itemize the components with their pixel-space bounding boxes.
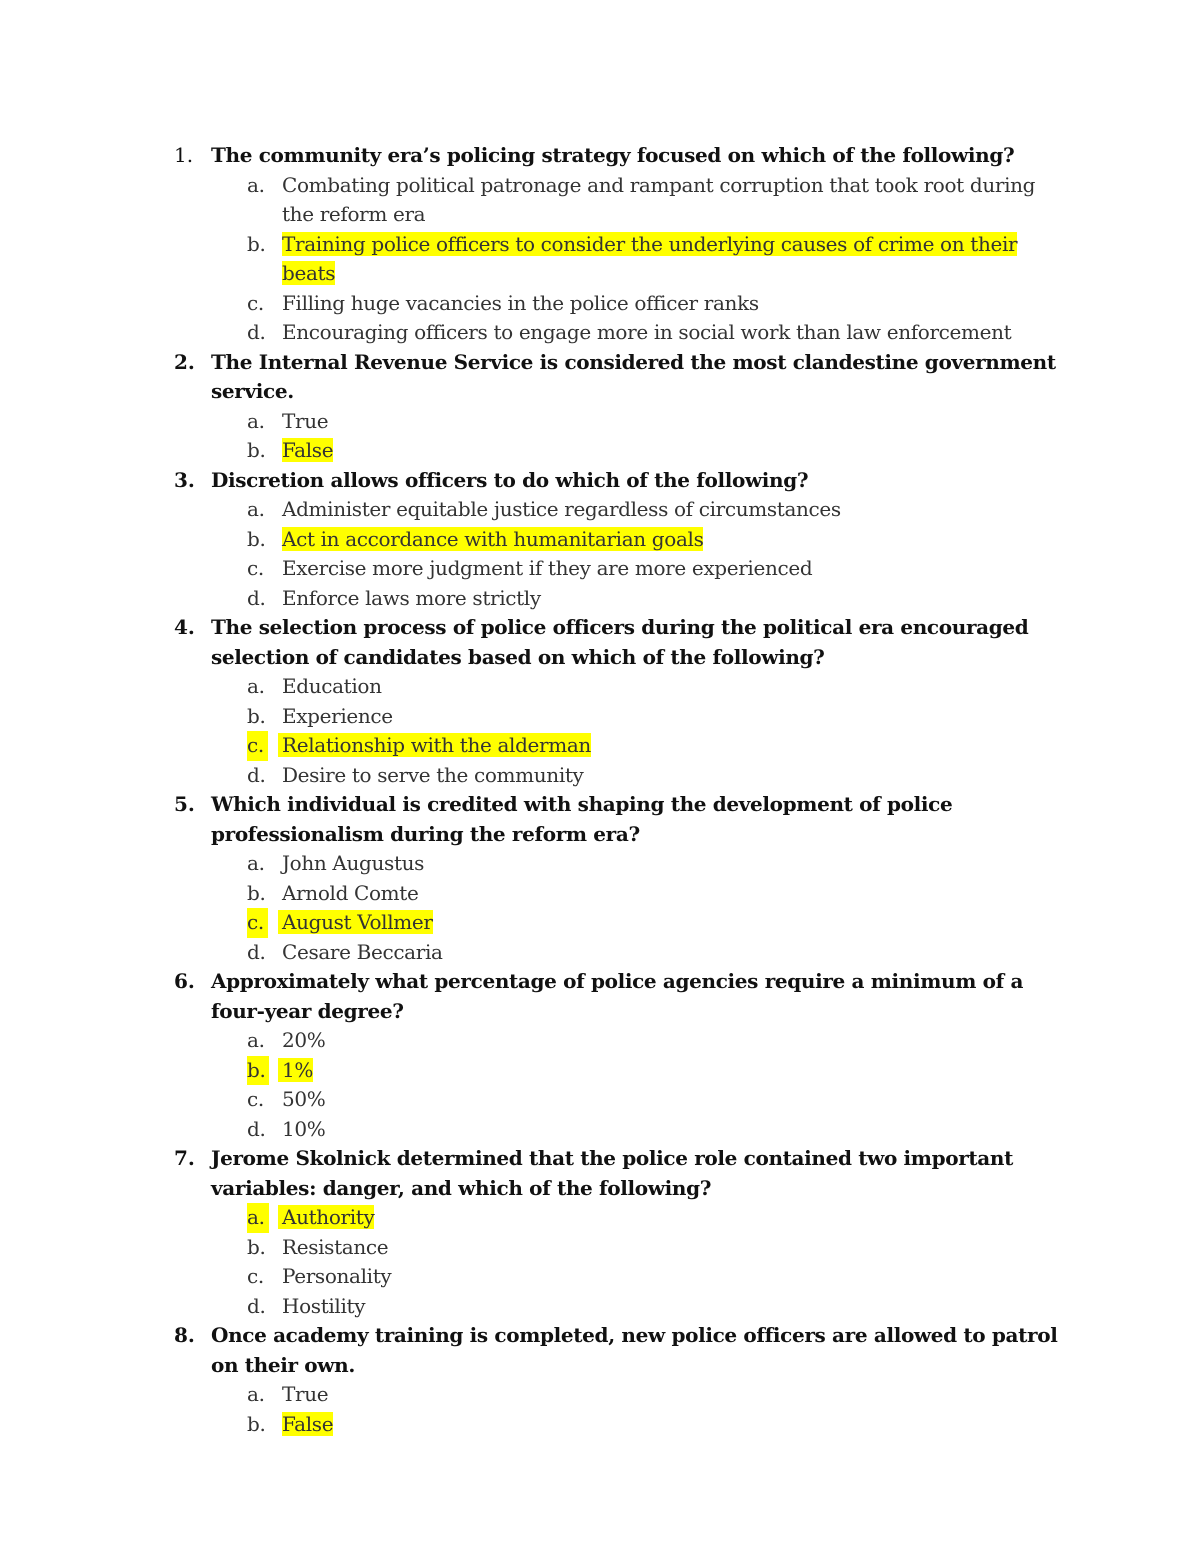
question-7 xyxy=(0,1144,1071,1321)
option-letter: d. xyxy=(247,585,266,610)
option-letter: b. xyxy=(247,526,266,551)
question-text: The selection process of police officers during the political era encouraged selection of candidates based on which of the following? xyxy=(211,615,1029,669)
option-text: Personality xyxy=(282,1264,392,1288)
option-letter: c. xyxy=(247,290,264,315)
answer-option xyxy=(211,1115,1071,1145)
answer-option xyxy=(211,407,1071,437)
question-text: Jerome Skolnick determined that the police role contained two important variables: danger, and which of the following? xyxy=(211,1146,1013,1200)
answer-option-correct xyxy=(211,1056,1071,1086)
option-letter-highlighted: b. xyxy=(247,1056,269,1086)
option-letter-highlighted: a. xyxy=(247,1203,269,1233)
option-letter: b. xyxy=(247,231,266,256)
question-number: 3. xyxy=(174,467,195,492)
option-text: Encouraging officers to engage more in social work than law enforcement xyxy=(282,320,1012,344)
option-text: Enforce laws more strictly xyxy=(282,585,541,610)
answer-option xyxy=(211,584,1071,614)
answer-option xyxy=(211,289,1071,319)
answer-option xyxy=(211,1262,1071,1292)
answer-option xyxy=(211,1292,1071,1322)
answer-option xyxy=(211,554,1071,584)
answer-option-correct xyxy=(211,908,1071,938)
answer-options xyxy=(211,495,1071,613)
answer-option xyxy=(211,849,1071,879)
answer-option xyxy=(211,1233,1071,1263)
answer-option-correct xyxy=(211,731,1071,761)
question-text: Which individual is credited with shaping the development of police professionalism during the reform era? xyxy=(211,792,953,846)
answer-option xyxy=(211,1380,1071,1410)
option-text: 20% xyxy=(282,1028,326,1052)
option-text: Combating political patronage and rampant corruption that took root during the reform era xyxy=(282,172,1036,226)
answer-option-correct xyxy=(211,1410,1071,1440)
option-text-highlighted: Act in accordance with humanitarian goals xyxy=(282,526,704,551)
option-text: Resistance xyxy=(282,1234,389,1259)
option-letter: c. xyxy=(247,1264,264,1288)
answer-option-correct xyxy=(211,1203,1071,1233)
option-letter-highlighted: c. xyxy=(247,908,268,938)
option-text-highlighted: False xyxy=(282,438,334,462)
option-text: True xyxy=(282,1382,329,1406)
answer-option xyxy=(211,702,1071,732)
option-text: True xyxy=(282,408,329,433)
quiz-document xyxy=(0,141,1200,1439)
answer-option xyxy=(211,761,1071,791)
option-letter: d. xyxy=(247,1293,266,1318)
answer-options xyxy=(211,171,1071,348)
option-text: Cesare Beccaria xyxy=(282,939,443,964)
question-number: 4. xyxy=(174,615,195,639)
option-text-highlighted: Training police officers to consider the underlying causes of crime on their beats xyxy=(282,231,1018,285)
question-5 xyxy=(0,790,1071,967)
option-letter: c. xyxy=(247,1087,264,1111)
option-letter: b. xyxy=(247,703,266,728)
option-text: Filling huge vacancies in the police officer ranks xyxy=(282,290,759,315)
question-number: 2. xyxy=(174,349,195,374)
question-number: 7. xyxy=(174,1146,195,1170)
question-8 xyxy=(0,1321,1071,1439)
option-text: Hostility xyxy=(282,1293,366,1318)
question-6 xyxy=(0,967,1071,1144)
answer-options xyxy=(211,1026,1071,1144)
question-number: 1. xyxy=(174,143,194,167)
answer-option xyxy=(211,318,1071,348)
option-text: 10% xyxy=(282,1116,326,1141)
option-text-highlighted: Relationship with the alderman xyxy=(278,733,591,757)
question-number: 8. xyxy=(174,1323,195,1347)
answer-options xyxy=(211,1203,1071,1321)
option-text: 50% xyxy=(282,1087,326,1111)
option-letter: d. xyxy=(247,320,266,344)
answer-options xyxy=(211,1380,1071,1439)
answer-options xyxy=(211,672,1071,790)
answer-option xyxy=(211,879,1071,909)
option-letter: b. xyxy=(247,880,266,905)
question-1 xyxy=(0,141,1071,348)
question-number: 5. xyxy=(174,792,195,816)
answer-options xyxy=(211,849,1071,967)
option-text-highlighted: False xyxy=(282,1411,334,1436)
option-text: Exercise more judgment if they are more experienced xyxy=(282,556,813,580)
option-letter: c. xyxy=(247,556,264,580)
question-text: The Internal Revenue Service is considered the most clandestine government service. xyxy=(211,349,1056,403)
answer-option xyxy=(211,938,1071,968)
option-letter: d. xyxy=(247,939,266,964)
option-text-highlighted: August Vollmer xyxy=(278,910,433,934)
option-text: Experience xyxy=(282,703,393,728)
option-letter: a. xyxy=(247,172,265,197)
answer-option xyxy=(211,1085,1071,1115)
option-letter: b. xyxy=(247,438,266,462)
question-text: Once academy training is completed, new police officers are allowed to patrol on their own. xyxy=(211,1323,1058,1377)
option-letter: a. xyxy=(247,674,265,698)
question-text: Approximately what percentage of police agencies require a minimum of a four-year degree? xyxy=(211,969,1024,1023)
question-number: 6. xyxy=(174,969,195,993)
option-text-highlighted: Authority xyxy=(278,1205,374,1229)
question-text: Discretion allows officers to do which of the following? xyxy=(211,467,809,492)
answer-option-correct xyxy=(211,436,1071,466)
option-letter: d. xyxy=(247,762,266,787)
option-text-highlighted: 1% xyxy=(278,1058,313,1082)
answer-option xyxy=(211,1026,1071,1056)
option-letter: a. xyxy=(247,1382,265,1406)
answer-options xyxy=(211,407,1071,466)
answer-option-correct xyxy=(211,230,1071,289)
option-letter: a. xyxy=(247,497,265,521)
question-3 xyxy=(0,466,1071,614)
answer-option xyxy=(211,672,1071,702)
question-2 xyxy=(0,348,1071,466)
option-letter: d. xyxy=(247,1116,266,1141)
option-letter: b. xyxy=(247,1234,266,1259)
answer-option xyxy=(211,495,1071,525)
question-4 xyxy=(0,613,1071,790)
answer-option-correct xyxy=(211,525,1071,555)
option-letter: a. xyxy=(247,1028,265,1052)
answer-option xyxy=(211,171,1071,230)
option-text: Desire to serve the community xyxy=(282,762,584,787)
option-text: Arnold Comte xyxy=(282,880,419,905)
option-text: Education xyxy=(282,674,382,698)
option-letter: a. xyxy=(247,408,265,433)
question-text: The community era’s policing strategy focused on which of the following? xyxy=(211,143,1015,167)
option-letter-highlighted: c. xyxy=(247,731,268,761)
option-letter: a. xyxy=(247,851,265,875)
option-text: Administer equitable justice regardless of circumstances xyxy=(282,497,841,521)
option-letter: b. xyxy=(247,1411,266,1436)
option-text: John Augustus xyxy=(282,851,425,875)
